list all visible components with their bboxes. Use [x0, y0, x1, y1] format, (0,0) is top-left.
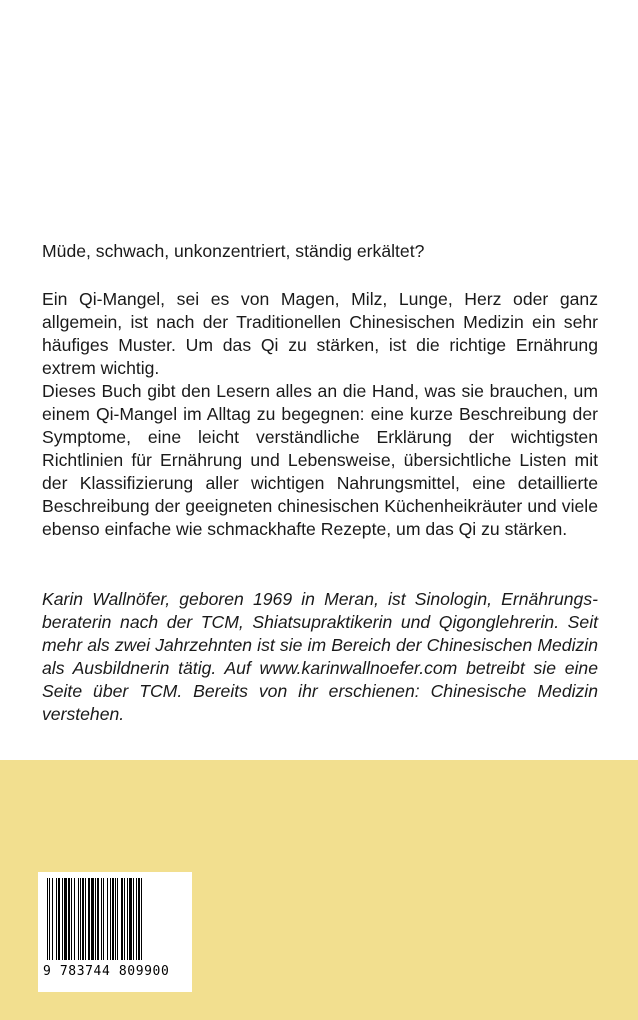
barcode-bar — [88, 878, 90, 960]
barcode-bar — [78, 878, 79, 960]
barcode-bar — [62, 878, 63, 960]
isbn-number: 9 783744 809900 — [43, 964, 170, 979]
barcode-bar — [49, 878, 50, 960]
barcode-bar — [101, 878, 102, 960]
author-bio — [42, 588, 598, 726]
barcode-bar — [129, 878, 132, 960]
barcode-bar — [64, 878, 67, 960]
tagline: Müde, schwach, unkonzentriert, ständig erkältet? — [42, 241, 425, 261]
isbn-barcode — [38, 872, 192, 992]
barcode-bar — [103, 878, 104, 960]
barcode-bar — [127, 878, 128, 960]
description-paragraph-2: Dieses Buch gibt den Lesern alles an die Hand, was sie brauchen, um einem Qi-Mangel im Alltag zu begegnen: eine kurze Beschreibung der Symptome, eine leicht verständliche Erklärung der wichtigsten Richtlinien für Ernährung und Lebensweise, übersichtliche Listen mit der Klassifizierung aller wichtigen Nahrungsmittel, eine detaillierte Beschreibung der geeigneten chinesischen Küchenheikräuter und viele ebenso einfache wie schmackhafte Rezepte, um das Qi zu stärken. — [42, 381, 598, 539]
barcode-bar — [136, 878, 137, 960]
barcode-bar — [68, 878, 70, 960]
barcode-bar — [138, 878, 140, 960]
barcode-bar — [124, 878, 125, 960]
barcode-bar — [115, 878, 116, 960]
author-bio-text: Karin Wallnöfer, geboren 1969 in Meran, ist Sinologin, Ernährungsberaterin nach der TCM, Shiatsupraktikerin und Qigonglehrerin. Seit mehr als zwei Jahrzehnten ist sie im Bereich der Chinesischen Medizin als Ausbildnerin tätig. Auf www.karinwallnoefer.com betreibt sie eine Seite über TCM. Bereits von ihr erschienen: Chinesische Medizin verstehen. — [42, 589, 598, 724]
barcode-bar — [47, 878, 48, 960]
barcode-bar — [121, 878, 123, 960]
barcode-bar — [107, 878, 108, 960]
barcode-bar — [91, 878, 94, 960]
barcode-bar — [110, 878, 111, 960]
barcode-bar — [133, 878, 134, 960]
barcode-bar — [71, 878, 72, 960]
barcode-icon — [45, 878, 185, 964]
barcode-bar — [97, 878, 99, 960]
barcode-bar — [56, 878, 57, 960]
barcode-bar — [117, 878, 118, 960]
barcode-bar — [82, 878, 84, 960]
barcode-bar — [52, 878, 53, 960]
description — [42, 288, 598, 541]
barcode-bar — [112, 878, 114, 960]
barcode-bar — [95, 878, 96, 960]
barcode-bar — [141, 878, 142, 960]
barcode-bar — [80, 878, 81, 960]
barcode-bar — [58, 878, 60, 960]
barcode-bar — [74, 878, 75, 960]
description-paragraph-1: Ein Qi-Mangel, sei es von Magen, Milz, Lunge, Herz oder ganz allgemein, ist nach der Traditionellen Chinesischen Medizin ein sehr häufiges Muster. Um das Qi zu stärken, ist die richtige Ernährung extrem wichtig. — [42, 289, 598, 378]
barcode-bar — [85, 878, 86, 960]
